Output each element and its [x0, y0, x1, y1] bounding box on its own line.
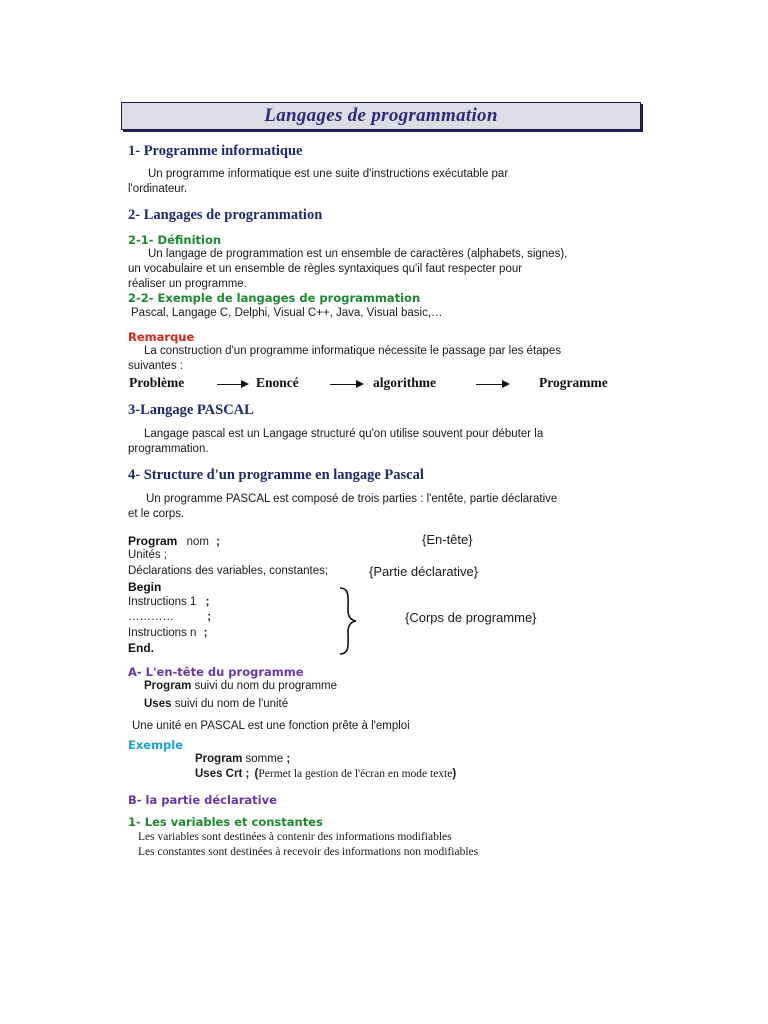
section-b-heading: B- la partie déclarative [128, 793, 277, 807]
curly-brace-icon [336, 586, 360, 656]
flow-step-programme: Programme [539, 375, 608, 390]
section-3-heading: 3-Langage PASCAL [128, 402, 254, 418]
code-instruction-n: Instructions n ; [128, 627, 208, 639]
code-declarations-line: Déclarations des variables, constantes; [128, 565, 329, 577]
example-program-line: Program somme ; [195, 753, 291, 765]
section-2-2-heading: 2-2- Exemple de langages de programmation [128, 291, 421, 305]
section-4-text-line-2: et le corps. [128, 508, 185, 520]
languages-examples: Pascal, Langage C, Delphi, Visual C++, Java, Visual basic,… [131, 307, 443, 319]
code-instruction-1: Instructions 1 ; [128, 596, 210, 608]
title-banner [121, 102, 641, 130]
definition-line-2: un vocabulaire et un ensemble de règles syntaxiques qu'il faut respecter pour [128, 263, 523, 275]
unit-note: Une unité en PASCAL est une fonction prête à l'emploi [132, 720, 410, 732]
flow-arrow-3 [476, 384, 508, 385]
code-end-line: End. [128, 641, 154, 655]
section-2-heading: 2- Langages de programmation [128, 207, 323, 223]
remark-line-1: La construction d'un programme informatique nécessite le passage par les étapes [144, 345, 562, 357]
section-4-text-line-1: Un programme PASCAL est composé de trois parties : l'entête, partie déclarative [146, 493, 558, 505]
section-a-heading: A- L'en-tête du programme [128, 665, 304, 679]
section-a-program-line: Program suivi du nom du programme [144, 680, 338, 692]
annotation-declarative: {Partie déclarative} [369, 564, 479, 579]
section-3-text-line-1: Langage pascal est un Langage structuré qu'on utilise souvent pour débuter la [144, 428, 544, 440]
code-program-line: Program nom ; [128, 534, 220, 548]
definition-line-3: réaliser un programme. [128, 278, 247, 290]
section-3-text-line-2: programmation. [128, 443, 209, 455]
example-uses-line: Uses Crt ; (Permet la gestion de l'écran en mode texte) [195, 768, 457, 780]
program-keyword: Program [128, 534, 178, 548]
remark-line-2: suivantes : [128, 360, 183, 372]
variables-line: Les variables sont destinées à contenir des informations modifiables [138, 831, 452, 843]
section-1-heading: 1- Programme informatique [128, 143, 303, 159]
remark-heading: Remarque [128, 330, 195, 344]
code-dots-line: ………… ; [128, 611, 212, 623]
code-units-line: Unités ; [128, 549, 167, 561]
section-a-uses-line: Uses suivi du nom de l'unité [144, 698, 289, 710]
flow-arrow-2 [330, 384, 362, 385]
code-begin-line: Begin [128, 580, 162, 594]
document-title: Langages de programmation [264, 105, 498, 126]
section-1-text-line-1: Un programme informatique est une suite d'instructions exécutable par [148, 168, 509, 180]
section-4-heading: 4- Structure d'un programme en langage Pascal [128, 467, 424, 483]
section-1-text-line-2: l'ordinateur. [128, 183, 188, 195]
section-b-1-heading: 1- Les variables et constantes [128, 815, 323, 829]
flow-step-algorithme: algorithme [373, 375, 436, 390]
example-heading: Exemple [128, 738, 184, 752]
constants-line: Les constantes sont destinées à recevoir des informations non modifiables [138, 846, 479, 858]
flow-step-enonce: Enoncé [256, 375, 299, 390]
definition-line-1: Un langage de programmation est un ensemble de caractères (alphabets, signes), [148, 248, 568, 260]
section-2-1-heading: 2-1- Définition [128, 233, 222, 247]
annotation-body: {Corps de programme} [405, 610, 537, 625]
flow-step-probleme: Problème [129, 375, 185, 390]
flow-arrow-1 [217, 384, 247, 385]
annotation-header: {En-tête} [422, 532, 473, 547]
example-uses-comment: Permet la gestion de l'écran en mode texte [258, 768, 453, 780]
